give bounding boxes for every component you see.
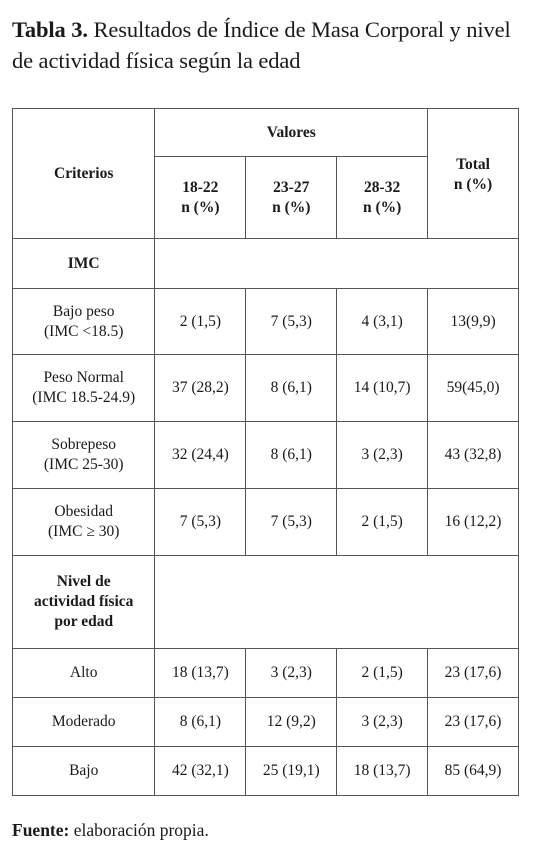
cell-total: 23 (17,6)	[428, 698, 519, 747]
cell-total: 23 (17,6)	[428, 649, 519, 698]
cell-18-22: 2 (1,5)	[155, 289, 246, 355]
table-row	[13, 489, 519, 556]
caption-text: Resultados de Índice de Masa Corporal y nivel de actividad física según la edad	[12, 17, 511, 73]
cell-23-27: 3 (2,3)	[246, 649, 337, 698]
footer-text: elaboración propia.	[69, 820, 209, 840]
header-age-23-27: 23-27 n (%)	[246, 157, 337, 239]
cell-total: 85 (64,9)	[428, 747, 519, 796]
cell-total: 59(45,0)	[428, 355, 519, 422]
table-row	[13, 698, 519, 747]
header-age-18-22: 18-22 n (%)	[155, 157, 246, 239]
section-title-imc: IMC	[13, 239, 155, 289]
cell-18-22: 42 (32,1)	[155, 747, 246, 796]
section-row	[13, 239, 519, 289]
table-caption	[12, 14, 527, 76]
cell-18-22: 7 (5,3)	[155, 489, 246, 556]
cell-18-22: 18 (13,7)	[155, 649, 246, 698]
header-age-28-32: 28-32 n (%)	[337, 157, 428, 239]
cell-23-27: 12 (9,2)	[246, 698, 337, 747]
table-source-note	[12, 818, 209, 842]
cell-23-27: 7 (5,3)	[246, 289, 337, 355]
cell-28-32: 4 (3,1)	[337, 289, 428, 355]
table-row	[13, 355, 519, 422]
table-row	[13, 747, 519, 796]
row-label: Obesidad (IMC ≥ 30)	[13, 489, 155, 556]
cell-18-22: 32 (24,4)	[155, 422, 246, 489]
cell-18-22: 8 (6,1)	[155, 698, 246, 747]
section-title-actividad: Nivel de actividad física por edad	[13, 556, 155, 649]
row-label: Bajo peso (IMC <18.5)	[13, 289, 155, 355]
cell-23-27: 8 (6,1)	[246, 422, 337, 489]
cell-28-32: 18 (13,7)	[337, 747, 428, 796]
cell-23-27: 7 (5,3)	[246, 489, 337, 556]
cell-28-32: 2 (1,5)	[337, 649, 428, 698]
caption-label: Tabla 3.	[12, 17, 88, 42]
cell-28-32: 3 (2,3)	[337, 422, 428, 489]
section-spacer	[155, 556, 519, 649]
cell-18-22: 37 (28,2)	[155, 355, 246, 422]
table-row	[13, 422, 519, 489]
cell-28-32: 2 (1,5)	[337, 489, 428, 556]
cell-23-27: 8 (6,1)	[246, 355, 337, 422]
row-label: Peso Normal (IMC 18.5-24.9)	[13, 355, 155, 422]
cell-28-32: 14 (10,7)	[337, 355, 428, 422]
row-label: Bajo	[13, 747, 155, 796]
row-label: Alto	[13, 649, 155, 698]
cell-total: 43 (32,8)	[428, 422, 519, 489]
cell-total: 16 (12,2)	[428, 489, 519, 556]
table-row	[13, 649, 519, 698]
header-total: Total n (%)	[428, 109, 519, 239]
header-valores: Valores	[155, 109, 428, 157]
header-row-top	[13, 109, 519, 157]
footer-label: Fuente:	[12, 820, 70, 840]
cell-total: 13(9,9)	[428, 289, 519, 355]
results-table	[12, 108, 519, 796]
section-row	[13, 556, 519, 649]
table-row	[13, 289, 519, 355]
section-spacer	[155, 239, 519, 289]
header-criterios: Criterios	[13, 109, 155, 239]
row-label: Sobrepeso (IMC 25-30)	[13, 422, 155, 489]
row-label: Moderado	[13, 698, 155, 747]
cell-23-27: 25 (19,1)	[246, 747, 337, 796]
cell-28-32: 3 (2,3)	[337, 698, 428, 747]
